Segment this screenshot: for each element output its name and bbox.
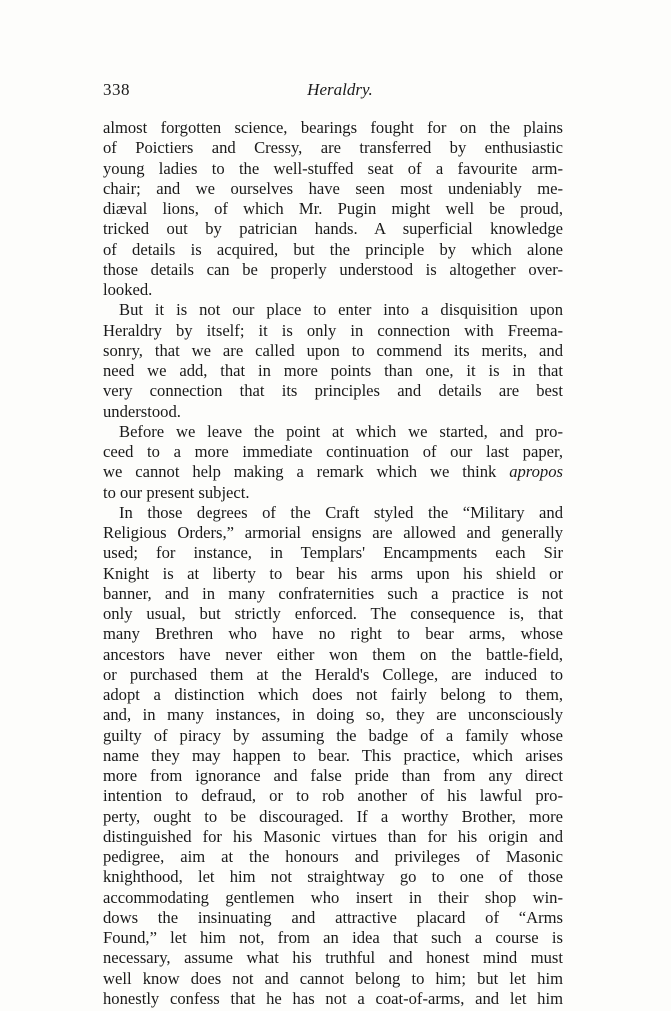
body-text: [103, 118, 563, 1009]
italic-word: apropos: [509, 462, 563, 482]
text-line: almost forgotten science, bearings fought for on the plains: [103, 118, 563, 137]
text-line: necessary, assume what his truthful and honest mind must: [103, 948, 563, 968]
text-line: ceed to a more immediate continuation of our last paper,: [103, 442, 563, 461]
text-line: perty, ought to be discouraged. If a worthy Brother, more: [103, 806, 563, 826]
text-line: [103, 462, 563, 482]
text-line: and, in many instances, in doing so, they are unconsciously: [103, 705, 563, 725]
text-line: very connection that its principles and details are best: [103, 381, 563, 401]
paragraph-start-line: Before we leave the point at which we started, and pro-: [119, 421, 563, 441]
text-line: understood.: [103, 401, 181, 421]
text-line: looked.: [103, 280, 153, 299]
text-line: Heraldry by itself; it is only in connection with Freema-: [103, 320, 563, 340]
text-line: diæval lions, of which Mr. Pugin might well be proud,: [103, 199, 563, 218]
text-segment: we cannot help making a remark which we think: [103, 462, 510, 482]
text-line: Religious Orders,” armorial ensigns are allowed and generally: [103, 523, 563, 542]
text-line: Knight is at liberty to bear his arms upon his shield or: [103, 563, 563, 583]
text-line: dows the insinuating and attractive placard of “Arms: [103, 907, 563, 927]
text-line: sonry, that we are called upon to commend its merits, and: [103, 340, 563, 360]
paragraph-start-line: In those degrees of the Craft styled the “Military and: [119, 502, 563, 522]
text-line: young ladies to the well-stuffed seat of a favourite arm-: [103, 158, 563, 178]
text-line: distinguished for his Masonic virtues than for his origin and: [103, 826, 563, 846]
text-line: intention to defraud, or to rob another of his lawful pro-: [103, 786, 563, 806]
text-line: name they may happen to bear. This practice, which arises: [103, 745, 563, 765]
text-line: adopt a distinction which does not fairly belong to them,: [103, 685, 563, 704]
text-line: banner, and in many confraternities such a practice is not: [103, 583, 563, 603]
text-line: tricked out by patrician hands. A superficial knowledge: [103, 219, 563, 239]
text-line: need we add, that in more points than one, it is in that: [103, 361, 563, 380]
text-line: more from ignorance and false pride than from any direct: [103, 766, 563, 785]
text-line: guilty of piracy by assuming the badge of a family whose: [103, 725, 563, 745]
text-line: or purchased them at the Herald's College, are induced to: [103, 664, 563, 684]
text-line: only usual, but strictly enforced. The consequence is, that: [103, 604, 563, 623]
text-line: well know does not and cannot belong to him; but let him: [103, 968, 563, 988]
running-title: Heraldry.: [307, 80, 373, 99]
page-header: [103, 80, 563, 104]
paragraph-start-line: But it is not our place to enter into a disquisition upon: [119, 300, 563, 320]
text-line: many Brethren who have no right to bear arms, whose: [103, 624, 563, 644]
text-line: chair; and we ourselves have seen most undeniably me-: [103, 178, 563, 198]
text-line: honestly confess that he has not a coat-of-arms, and let him: [103, 988, 563, 1008]
text-line: accommodating gentlemen who insert in their shop win-: [103, 887, 563, 907]
text-line: ancestors have never either won them on the battle-field,: [103, 644, 563, 664]
text-line: pedigree, aim at the honours and privileges of Masonic: [103, 847, 563, 866]
text-line: of details is acquired, but the principle by which alone: [103, 239, 563, 259]
page-number: 338: [103, 80, 130, 99]
text-line: of Poictiers and Cressy, are transferred by enthusiastic: [103, 138, 563, 158]
text-line: knighthood, let him not straightway go to one of those: [103, 867, 563, 887]
text-line: to our present subject.: [103, 482, 250, 502]
text-line: used; for instance, in Templars' Encampments each Sir: [103, 543, 563, 563]
text-line: Found,” let him not, from an idea that such a course is: [103, 928, 563, 947]
text-line: those details can be properly understood is altogether over-: [103, 259, 563, 279]
